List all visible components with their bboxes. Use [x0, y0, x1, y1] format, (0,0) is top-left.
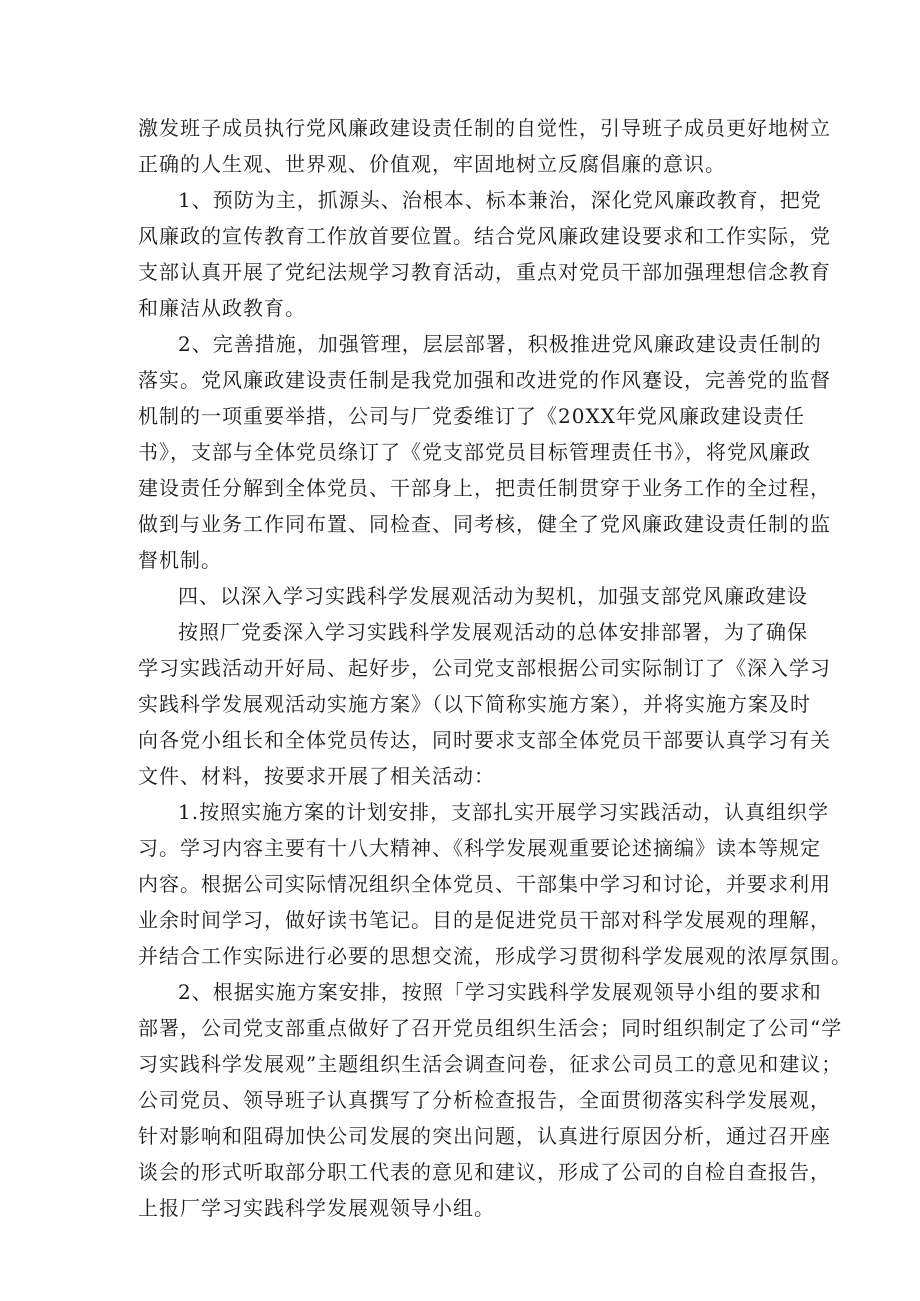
- text-line: 谈会的形式听取部分职工代表的意见和建议，形成了公司的自检自查报告，: [138, 1160, 831, 1184]
- section-heading: 四、以深入学习实践科学发展观活动为契机，加强支部党风廉政建设: [178, 584, 808, 608]
- text-line: 文件、材料，按要求开展了相关活动：: [138, 764, 495, 788]
- text-line: 向各党小组长和全体党员传达，同时要求支部全体党员干部要认真学习有关: [138, 728, 831, 752]
- text-line: 学习实践活动开好局、起好步，公司党支部根据公司实际制订了《深入学习: [138, 656, 831, 680]
- text-line: 和廉洁从政教育。: [138, 296, 306, 320]
- text-line: 督机制。: [138, 548, 222, 572]
- paragraph-first-line: 1.按照实施方案的计划安排，支部扎实开展学习实践活动，认真组织学: [178, 800, 830, 824]
- text-line: 内容。根据公司实际情况组织全体党员、干部集中学习和讨论，并要求利用: [138, 872, 831, 896]
- text-line: 落实。党风廉政建设责任制是我党加强和改进党的作风蹇设，完善党的监督: [138, 368, 831, 392]
- text-line: 并结合工作实际进行必要的思想交流，形成学习贯彻科学发展观的浓厚氛围。: [138, 944, 852, 968]
- text-line: 支部认真开展了党纪法规学习教育活动，重点对党员干部加强理想信念教育: [138, 260, 831, 284]
- text-line: 公司党员、领导班子认真撰写了分析检查报告，全面贯彻落实科学发展观，: [138, 1088, 831, 1112]
- text-line: 建设责任分解到全体党员、干部身上，把责任制贯穿于业务工作的全过程，: [138, 476, 831, 500]
- text-line: 习实践科学发展观”主题组织生活会调查问卷，征求公司员工的意见和建议；: [138, 1052, 843, 1076]
- text-line: 上报厂学习实践科学发展观领导小组。: [138, 1196, 495, 1220]
- text-line: 习。学习内容主要有十八大精神、《科学发展观重要论述摘编》读本等规定: [138, 836, 821, 860]
- text-line: 机制的一项重要举措，公司与厂党委维订了《20XX年党风廉政建设责任: [138, 404, 805, 428]
- text-line: 做到与业务工作同布置、同检查、同考核，健全了党风廉政建设责任制的监: [138, 512, 831, 536]
- text-line: 部署，公司党支部重点做好了召开党员组织生活会；同时组织制定了公司“学: [138, 1016, 843, 1040]
- text-line: 风廉政的宣传教育工作放首要位置。结合党风廉政建设要求和工作实际，党: [138, 224, 831, 248]
- paragraph-first-line: 2、根据实施方案安排，按照「学习实践科学发展观领导小组的要求和: [178, 980, 822, 1004]
- paragraph-first-line: 2、完善措施，加强管理，层层部署，积极推进党风廉政建设责任制的: [178, 332, 822, 356]
- text-line: 书》，支部与全体党员绦订了《党支部党员目标管理责任书》，将党风廉政: [138, 440, 811, 464]
- text-line: 实践科学发展观活动实施方案》（以下简称实施方案），并将实施方案及时: [138, 692, 811, 716]
- text-line: 激发班子成员执行党风廉政建设责任制的自觉性，引导班子成员更好地树立: [138, 116, 831, 140]
- paragraph-first-line: 按照厂党委深入学习实践科学发展观活动的总体安排部署，为了确保: [178, 620, 808, 644]
- text-line: 正确的人生观、世界观、价值观，牢固地树立反腐倡廉的意识。: [138, 152, 726, 176]
- text-line: 针对影响和阻碍加快公司发展的突出问题，认真进行原因分析，通过召开座: [138, 1124, 831, 1148]
- text-line: 业余时间学习，做好读书笔记。目的是促进党员干部对科学发展观的理解，: [138, 908, 831, 932]
- paragraph-first-line: 1、预防为主，抓源头、治根本、标本兼治，深化党风廉政教育，把党: [178, 188, 822, 212]
